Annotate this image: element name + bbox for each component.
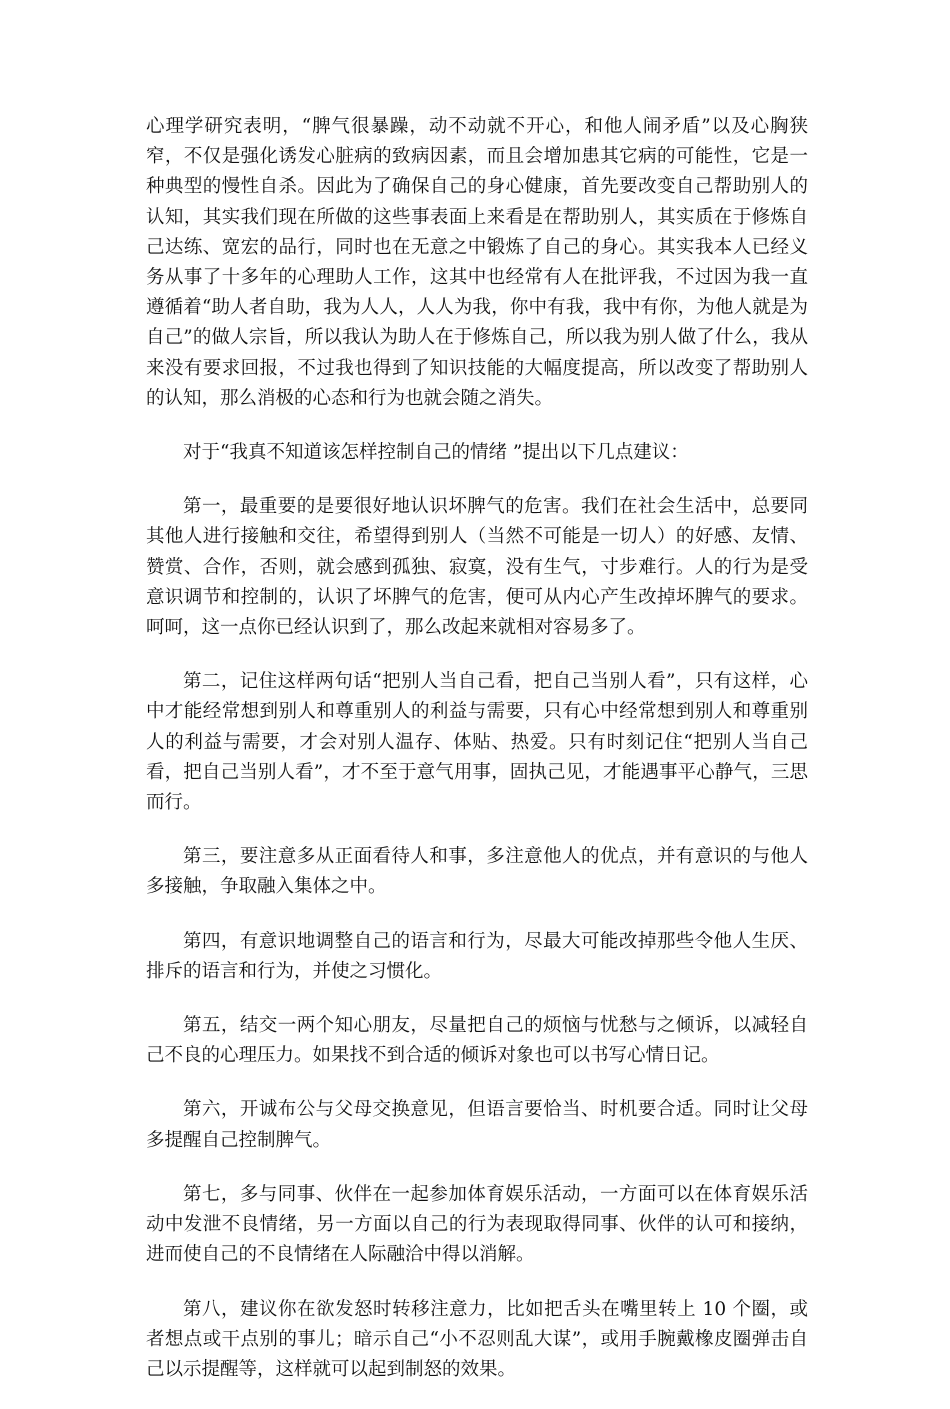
paragraph-point-2: 第二，记住这样两句话“把别人当自己看，把自己当别人看”，只有这样，心中才能经常想到别人和尊重别人的利益与需要，只有心中经常想到别人和尊重别人的利益与需要，才会对别人温存、体贴、热爱。只有时刻记住“把别人当自己看，把自己当别人看”，才不至于意气用事，固执己见，才能遇事平心静气，三思而行。 [146, 671, 808, 814]
paragraph-point-4: 第四，有意识地调整自己的语言和行为，尽最大可能改掉那些令他人生厌、排斥的语言和行为，并使之习惯化。 [146, 930, 808, 982]
paragraph-point-8: 第八，建议你在欲发怒时转移注意力，比如把舌头在嘴里转上 10 个圈，或者想点或干点别的事儿；暗示自己“小不忍则乱大谋”，或用手腕戴橡皮圈弹击自己以示提醒等，这样就可以起到制怒的效果。 [146, 1298, 808, 1380]
paragraph-point-7: 第七，多与同事、伙伴在一起参加体育娱乐活动，一方面可以在体育娱乐活动中发泄不良情绪，另一方面以自己的行为表现取得同事、伙伴的认可和接纳，进而使自己的不良情绪在人际融洽中得以消解。 [146, 1183, 808, 1266]
paragraph-suggestions-heading: 对于“我真不知道该怎样控制自己的情绪 ”提出以下几点建议： [183, 442, 689, 464]
document-body [146, 112, 808, 1409]
paragraph-point-3: 第三，要注意多从正面看待人和事，多注意他人的优点，并有意识的与他人多接触，争取融入集体之中。 [146, 846, 808, 898]
paragraph-point-6: 第六，开诚布公与父母交换意见，但语言要恰当、时机要合适。同时让父母多提醒自己控制脾气。 [146, 1099, 808, 1151]
paragraph-intro: 心理学研究表明，“脾气很暴躁，动不动就不开心，和他人闹矛盾”以及心胸狭窄，不仅是强化诱发心脏病的致病因素，而且会增加患其它病的可能性，它是一种典型的慢性自杀。因此为了确保自己的身心健康，首先要改变自己帮助别人的认知，其实我们现在所做的这些事表面上来看是在帮助别人，其实质在于修炼自己达练、宽宏的品行，同时也在无意之中锻炼了自己的身心。其实我本人已经义务从事了十多年的心理助人工作，这其中也经常有人在批评我，不过因为我一直遵循着“助人者自助，我为人人，人人为我，你中有我，我中有你，为他人就是为自己”的做人宗旨，所以我认为助人在于修炼自己，所以我为别人做了什么，我从来没有要求回报，不过我也得到了知识技能的大幅度提高，所以改变了帮助别人的认知，那么消极的心态和行为也就会随之消失。 [146, 116, 808, 409]
paragraph-point-1: 第一，最重要的是要很好地认识坏脾气的危害。我们在社会生活中，总要同其他人进行接触和交往，希望得到别人（当然不可能是一切人）的好感、友情、赞赏、合作，否则，就会感到孤独、寂寞，没有生气，寸步难行。人的行为是受意识调节和控制的，认识了坏脾气的危害，便可从内心产生改掉坏脾气的要求。呵呵，这一点你已经认识到了，那么改起来就相对容易多了。 [146, 496, 808, 639]
paragraph-point-5: 第五，结交一两个知心朋友，尽量把自己的烦恼与忧愁与之倾诉，以减轻自己不良的心理压力。如果找不到合适的倾诉对象也可以书写心情日记。 [146, 1015, 808, 1067]
